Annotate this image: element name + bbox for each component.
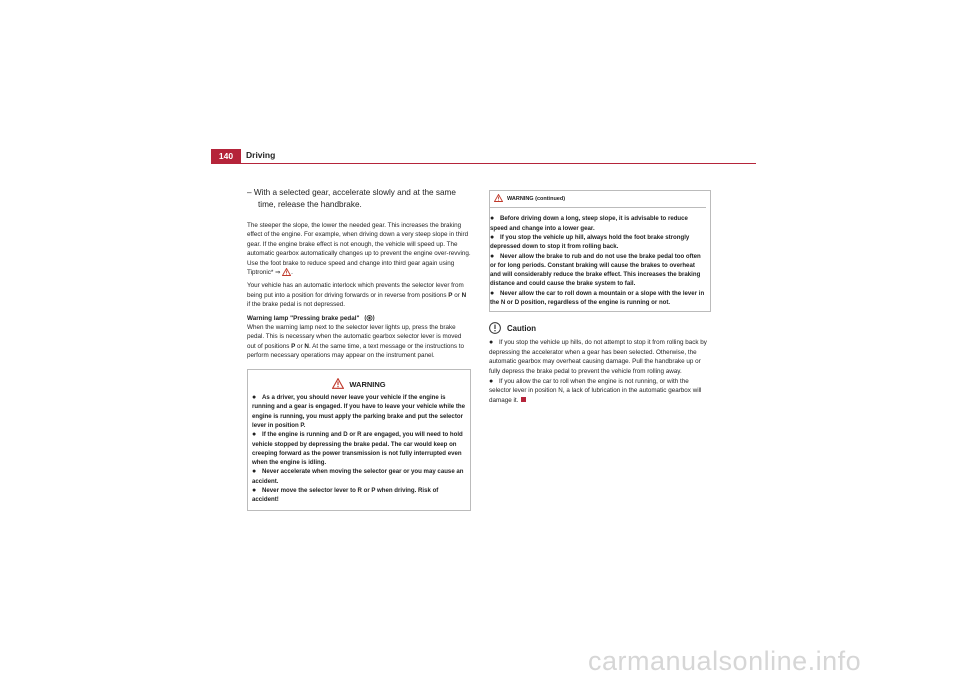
end-of-section-marker [521, 397, 526, 402]
instruction-step: – With a selected gear, accelerate slowly and at the same time, release the handbrake. [247, 188, 456, 209]
warning-item: ● Never allow the car to roll down a mountain or a slope with the lever in the N or D position, regardless of the engine is running or not. [490, 289, 705, 307]
left-column [247, 187, 471, 511]
caution-item: ● If you stop the vehicle up hills, do not attempt to stop it from rolling back by depressing the accelerator when a gear has been selected. Otherwise, the automatic gearbox may overheat causing damage. Pull the handbrake up or fully depress the brake pedal to prevent the vehicle from rolling away. [489, 339, 707, 375]
warning-item: ● If the engine is running and D or R are engaged, you will need to hold vehicle stopped by depressing the brake pedal. The car would keep on creeping forward as the power transmission is not fully interrupted even when the engine is idling. [252, 431, 463, 467]
brake-pedal-lamp-icon [364, 314, 375, 322]
caution-exclamation-icon [489, 322, 501, 334]
slope-paragraph: The steeper the slope, the lower the needed gear. This increases the braking effect of the engine. For example, when driving down a very steep slope in third gear. If the engine brake effect is not enough, the vehicle will speed up. The automatic gearbox automatically changes up to prevent the engine over-revving. Use the foot brake to reduce speed and change into third gear again using Tiptronic* ⇒ . [247, 222, 471, 277]
header-rule [211, 163, 756, 164]
warning-heading: WARNING [252, 378, 466, 389]
page-number: 140 [211, 149, 241, 163]
warning-item: ● As a driver, you should never leave your vehicle if the engine is running and a gear is engaged. If you have to leave your vehicle while the engine is running, you must apply the parking brake and put the selector lever in position P. [252, 394, 465, 429]
caution-item: ● If you allow the car to roll when the engine is not running, or with the selector lever in position N, a lack of lubrication in the automatic gearbox will damage it. [489, 378, 702, 404]
caution-heading: Caution [489, 322, 711, 334]
interlock-paragraph: Your vehicle has an automatic interlock which prevents the selector lever from being put into a position for driving forwards or in reverse from positions P or N if the brake pedal is not depressed. [247, 282, 467, 309]
warning-lamp-subheading: Warning lamp "Pressing brake pedal" [247, 314, 471, 323]
warning-item: ● If you stop the vehicle up hill, always hold the foot brake strongly depressed down to stop it from rolling back. [490, 234, 690, 251]
warning-continued-heading: WARNING (continued) [490, 191, 706, 208]
section-title: Driving [246, 150, 276, 160]
warning-box [247, 369, 471, 511]
warning-item: ● Never allow the brake to rub and do not use the brake pedal too often or for long periods. Constant braking will cause the brakes to overheat and will considerably reduce the brake effect. This increases the braking distance and could cause the brake system to fail. [490, 252, 701, 288]
warning-continued-box [489, 190, 711, 312]
watermark: carmanualsonline.info [588, 646, 862, 676]
warning-triangle-icon [282, 268, 291, 276]
warning-lamp-paragraph: When the warning lamp next to the selector lever lights up, press the brake pedal. This is necessary when the automatic gearbox selector lever is moved out of positions P or N. At the same time, a text message or the instructions to perform necessary operations may appear on the instrument panel. [247, 324, 465, 360]
cross-reference[interactable]: ⇒ [275, 269, 281, 277]
warning-triangle-icon [494, 194, 503, 202]
warning-item: ● Never accelerate when moving the selector gear or you may cause an accident. [252, 468, 464, 485]
warning-triangle-icon [332, 378, 344, 389]
warning-item: ● Never move the selector lever to R or P when driving. Risk of accident! [252, 487, 439, 504]
warning-item: ● Before driving down a long, steep slope, it is advisable to reduce speed and change into a lower gear. [490, 215, 688, 232]
right-column [489, 190, 711, 406]
